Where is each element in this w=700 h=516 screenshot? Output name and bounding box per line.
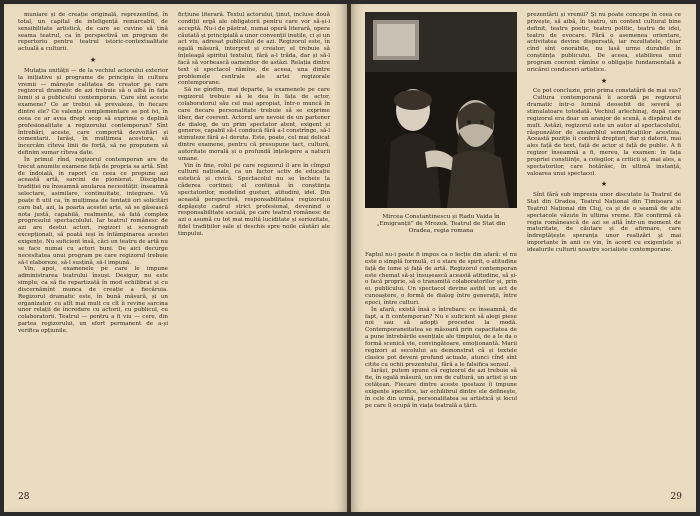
section-separator: ★ xyxy=(600,180,608,189)
section-separator: ★ xyxy=(89,56,97,65)
paragraph: În afară, există însă o întrebare: ce înseamnă, de fapt, a fi contemporan? Nu e suficient să alegi piese noi sau să adopți procedee la modă. Contemporaneitatea se măsoară prin capacitatea de a pune întrebările esențiale ale timpului, de a le da o formă scenică vie, convingătoare, emoționantă. Marii regizori ai secolului au demonstrat că și textele clasice pot deveni profund actuale, atunci cînd sînt citite cu ochii prezentului, fără a le falsifica sensul. xyxy=(365,306,517,368)
paragraph: Mutația unității — de la vechiul actorului exterior la inițiative și programe de principiu în cultura vremii — mărește calitatea de creator pe care regizorul dramatic de azi trebuie să o aibă în fața lumii și a publicului contemporan. Care sînt aceste examene? Ce ar trebui să prevaleze, în fiecare dintre ele? Ce valențe complementare se pot ivi, în ceea ce ar avea drept scop să exprime o deplină profesionalitate a regizorului contemporan? Sînt întrebări, aceste, care comportă dezvoltări și comentarii. Iarăși, în mulțimea acestora, să încercăm cîteva linii de forță, să ne propunem să definim sumar cîteva date. xyxy=(18,67,168,157)
paragraph: Să ne gîndim, mai departe, la examenele pe care regizorul trebuie să le dea în fața de actor, colaboratorul său cel mai apropiat, într-o muncă în care fiecare personalitate trebuie să se exprime liber, dar coerent. Actorul are nevoie de un partener de dialog, de un prim spectator atent, exigent și generos, capabil să-l conducă fără a-l constrînge, să-l stimuleze fără a-l deruta. Este, poate, cel mai delicat dintre examene, pentru că presupune tact, cultură, autoritate morală și o profundă înțelegere a naturii umane. xyxy=(178,87,330,162)
page-number-right: 29 xyxy=(670,492,682,502)
paragraph: muniare și de creație originală, reprezentînd, în total, un capital de inteligență remarcabil, de sensibilitate artistică, de care se cuvine să țină seama teatrul, ca în perspectivă un program de repertoriu pentru teatrul istoric-contextualitate actuală a culturii. xyxy=(18,12,168,53)
right-page xyxy=(351,4,696,512)
section-separator: ★ xyxy=(600,76,608,85)
paragraph: Cultura contemporană îi acordă pe regizorul dramatic într-o lumină deosebit de severă și stimulatoare totodată. Vechiul arlechinaj, după care regizorul era doar un aranjor de scenă, a dispărut de mult. Astăzi, regizorul este un autor al spectacolului, răspunzător de ansamblul semnificațiilor acestuia. Această poziție îi conferă drepturi, dar și datorii, mai ales față de text, față de actor și față de public. A fi regizor înseamnă a fi, mereu, la examen: în fața propriei conștiințe, a colegilor, a criticii și, mai ales, a spectatorilor, care hotărăsc, în ultimă instanță, valoarea unui spectacol. xyxy=(527,95,681,177)
paragraph: Sînt fără sub impresia unor discutate la Teatrul de Stat din Oradea, Teatrul Național din Timișoara și Teatrul Național din Cluj, ca și de o seamă de alte spectacole văzute în ultima vreme. Ele confirmă că regia românească de azi se află într-un moment de maturitate, de căutare și de afirmare, care îndreptățește speranța unor realizări și mai importante în anii ce vin, în acord cu exigențele și idealurile culturii noastre socialiste contemporane. xyxy=(527,192,681,253)
right-page-column-1 xyxy=(365,252,517,409)
paragraph: prezentării și vremii? Și nu poate concepe în ceea ce privește, să aibă, în teatru, un context cultural bine definit, teatru poetic, teatru politic, teatru de idei, teatru de evocare. Fără o asemenea orientare, activitatea devine dispersată, iar rezultatele, chiar cînd sînt onorabile, nu lasă urme durabile în conștiința publicului. De aceea, stabilirea unui program coerent rămîne o obligație fundamentală a oricărei conduceri artistice. xyxy=(527,12,681,73)
paragraph: În primul rînd, regizorul contemporan are de trecut anumite examene față de propria sa artă. Sînt de îndoială, în raport cu ceea ce propune azi această artă, sarcini de pionierat. Disciplina tradiției nu înseamnă anularea necesității: înseamnă selectare, asimilare, continuitate, integrare. Vă poate fi util ca, în mulțimea de tentații ori solicitări care bat, azi, la poarta acestei arte, să se găsească nota justă, capabilă, realmente, să fată complex progresului spectacolului. Iar teatrul românesc de azi are destui actori, regizori și scenografi excepționali, să poată ieși în întâmpinarea acestei exigențe. Nu suficient însă, căci un teatru de artă nu se face numai cu actori buni. De aici decurge necesitatea unui program pe care regizorul trebuie să-l elaboreze, să-l susțină, să-l impună. xyxy=(18,156,168,266)
paragraph: Vin, apoi, examenele pe care le impune administrarea teatrului însuși. Desigur, nu este simplu; ca să fie repartizată în mod echilibrat și cu discernămînt munca de creație a fiecăruia. Regizorul dramatic este, în bună măsură, și un organizator, cu atît mai mult cu cît îi revine sarcina unor relații de încredere cu actorii, cu publicul, cu colaboratorii. Teatrul — pentru a fi viu — cere, din partea regizorului, un efort permanent de a-și verifica opțiunile. xyxy=(18,266,168,334)
photo-caption: Mircea Constantinescu și Radu Vaida în „Emigranții” de Mrozek. Teatrul de Stat din Oradea, regia romana xyxy=(376,214,506,234)
paragraph: Iarăși, putem spune că regizorul de azi trebuie să fie, în egală măsură, un om de cultură, un artist și un cetățean. Fiecare dintre aceste ipostaze îi impune exigențe specifice, iar echilibrul dintre ele definește, în cele din urmă, personalitatea sa artistică și locul pe care îl ocupă în viața teatrală a țării. xyxy=(365,368,517,409)
right-page-column-2 xyxy=(527,12,681,254)
left-page-column-1 xyxy=(18,12,168,335)
left-page-column-2 xyxy=(178,12,330,238)
paragraph: ficțiune literară. Textul actorului, ținut, incluse două condiții ergă ale obligatorii pentru care vor să-și-i acceptă. Nu-i de păstrat, numai operă literară, opera căutată și principială a unor convenții inutile, ci și un act viu, adresat publicului de azi. Regizorul este, în egală măsură, interpret și creator; el trebuie să înțeleagă spiritul textului, fără a-l trăda, dar și să-l facă să vorbească oamenilor de astăzi. Relația dintre text și spectacol rămîne, de aceea, una dintre problemele centrale ale artei regizorale contemporane. xyxy=(178,12,330,87)
left-page xyxy=(4,4,347,512)
page-number-left: 28 xyxy=(18,492,30,502)
paragraph: Vin în fine, rolul pe care regizorul îl are în cîmpul culturii naționale, ca un factor activ de educație estetică și civică. Spectacolul nu se încheie la căderea cortinei; el continuă în conștiința spectatorilor, modelînd gusturi, atitudini, idei. Din această perspectivă, responsabilitatea regizorului depășește cadrul strict profesional, devenind o responsabilitate socială, pe care teatrul românesc de azi o asumă cu tot mai multă luciditate și seriozitate, fidel tradițiilor sale și deschis spre noile căutări ale timpului. xyxy=(178,162,330,237)
paragraph: Faptul nu-i poate fi impus ca o lecție din afară: el nu este o simplă formulă, ci o stare de spirit, o atitudine față de lume și față de artă. Regizorul contemporan este chemat să-și însușească această atitudine, să și-o facă proprie, să o transmită colaboratorilor și, prin ei, publicului. Un spectacol devine astfel un act de cunoaștere, o formă de dialog între generații, între epoci, între culturi. xyxy=(365,252,517,306)
stage-photo-image xyxy=(365,12,517,208)
stage-photo xyxy=(365,12,517,208)
paragraph: Ce pot concluzie, prin prima constatării de mai sus? xyxy=(533,88,681,95)
